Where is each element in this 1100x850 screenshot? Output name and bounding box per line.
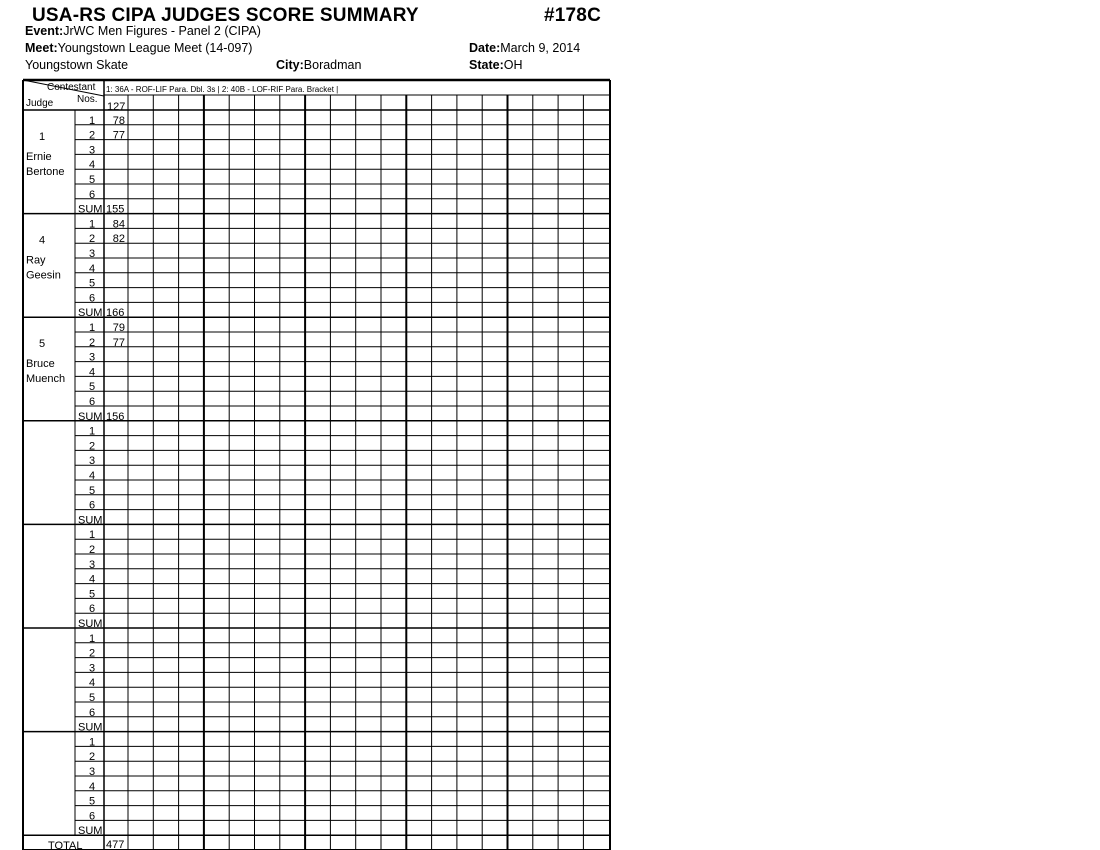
judge-last-name: Muench [26,373,66,386]
sum-label: SUM [78,410,103,423]
club-name: Youngstown Skate [25,58,129,72]
row-number: 4 [88,159,96,172]
row-number: 5 [88,277,96,290]
row-number: 6 [88,810,96,823]
row-number: 3 [88,248,96,260]
row-number: 2 [88,751,96,764]
sum-label: SUM [78,307,103,320]
city-value: Boradman [303,58,362,72]
row-number: 5 [88,484,96,497]
judge-number: 1 [38,131,46,143]
sum-value: 156 [106,410,125,423]
corner-judge-label: Judge [26,98,54,109]
row-number: 2 [88,233,96,246]
score-value: 82 [112,233,125,246]
sum-label: SUM [78,203,103,216]
row-number: 2 [88,647,96,660]
score-value: 77 [112,129,125,142]
total-value: 477 [106,839,125,850]
score-value: 84 [112,218,125,231]
row-number: 6 [88,706,96,719]
judge-first-name: Ernie [26,151,52,163]
row-number: 3 [88,144,96,157]
judge-last-name: Geesin [26,269,61,282]
meet-label: Meet: [25,41,58,55]
row-number: 4 [88,262,96,275]
row-number: 1 [88,736,96,749]
judge-last-name: Bertone [26,166,65,178]
row-number: 1 [88,114,96,127]
judge-first-name: Bruce [26,358,55,371]
row-number: 2 [88,544,96,556]
row-number: 4 [88,677,96,690]
row-number: 6 [88,499,96,512]
row-number: 2 [88,440,96,453]
total-label: TOTAL [48,840,83,850]
state-label: State: [469,58,504,72]
state-value: OH [503,58,523,72]
row-number: 3 [88,662,96,675]
judge-first-name: Ray [26,254,46,267]
sum-value: 155 [106,203,125,216]
date-value: March 9, 2014 [500,41,581,55]
row-number: 3 [88,351,96,364]
row-number: 2 [88,129,96,142]
contestant-number: 127 [107,101,126,113]
row-number: 6 [88,292,96,305]
judge-number: 4 [38,234,46,247]
row-number: 1 [88,529,96,542]
sum-label: SUM [78,721,103,734]
score-value: 77 [112,336,125,349]
row-number: 5 [88,174,96,186]
row-number: 2 [88,336,96,349]
row-number: 3 [88,558,96,571]
judge-number: 5 [38,338,46,351]
row-number: 4 [88,470,96,482]
row-number: 1 [88,218,96,231]
score-value: 78 [112,114,125,127]
date-label: Date: [469,41,501,55]
row-number: 3 [88,766,96,778]
sum-value: 166 [106,307,125,320]
row-number: 6 [88,188,96,201]
row-number: 4 [88,780,96,793]
row-number: 5 [88,795,96,808]
form-number: #178C [544,5,601,26]
event-value: JrWC Men Figures - Panel 2 (CIPA) [63,24,261,38]
figures-caption: 1: 36A - ROF-LIF Para. Dbl. 3s | 2: 40B - LOF-RIF Para. Bracket | [106,85,339,94]
corner-contestant-label: Contestant [47,82,96,93]
meet-value: Youngstown League Meet (14-097) [57,41,253,55]
page-title: USA-RS CIPA JUDGES SCORE SUMMARY [32,5,419,26]
row-number: 5 [88,692,96,704]
city-label: City: [276,58,304,72]
row-number: 1 [88,632,96,645]
sum-label: SUM [78,514,103,527]
row-number: 4 [88,366,96,379]
corner-nos-label: Nos. [77,94,98,105]
row-number: 5 [88,588,96,601]
row-number: 6 [88,396,96,408]
sum-label: SUM [78,618,103,630]
row-number: 1 [88,322,96,334]
row-number: 3 [88,455,96,468]
row-number: 5 [88,381,96,394]
row-number: 6 [88,603,96,616]
sum-label: SUM [78,825,103,838]
row-number: 4 [88,573,96,586]
score-value: 79 [112,322,125,334]
event-label: Event: [25,24,64,38]
row-number: 1 [88,425,96,438]
